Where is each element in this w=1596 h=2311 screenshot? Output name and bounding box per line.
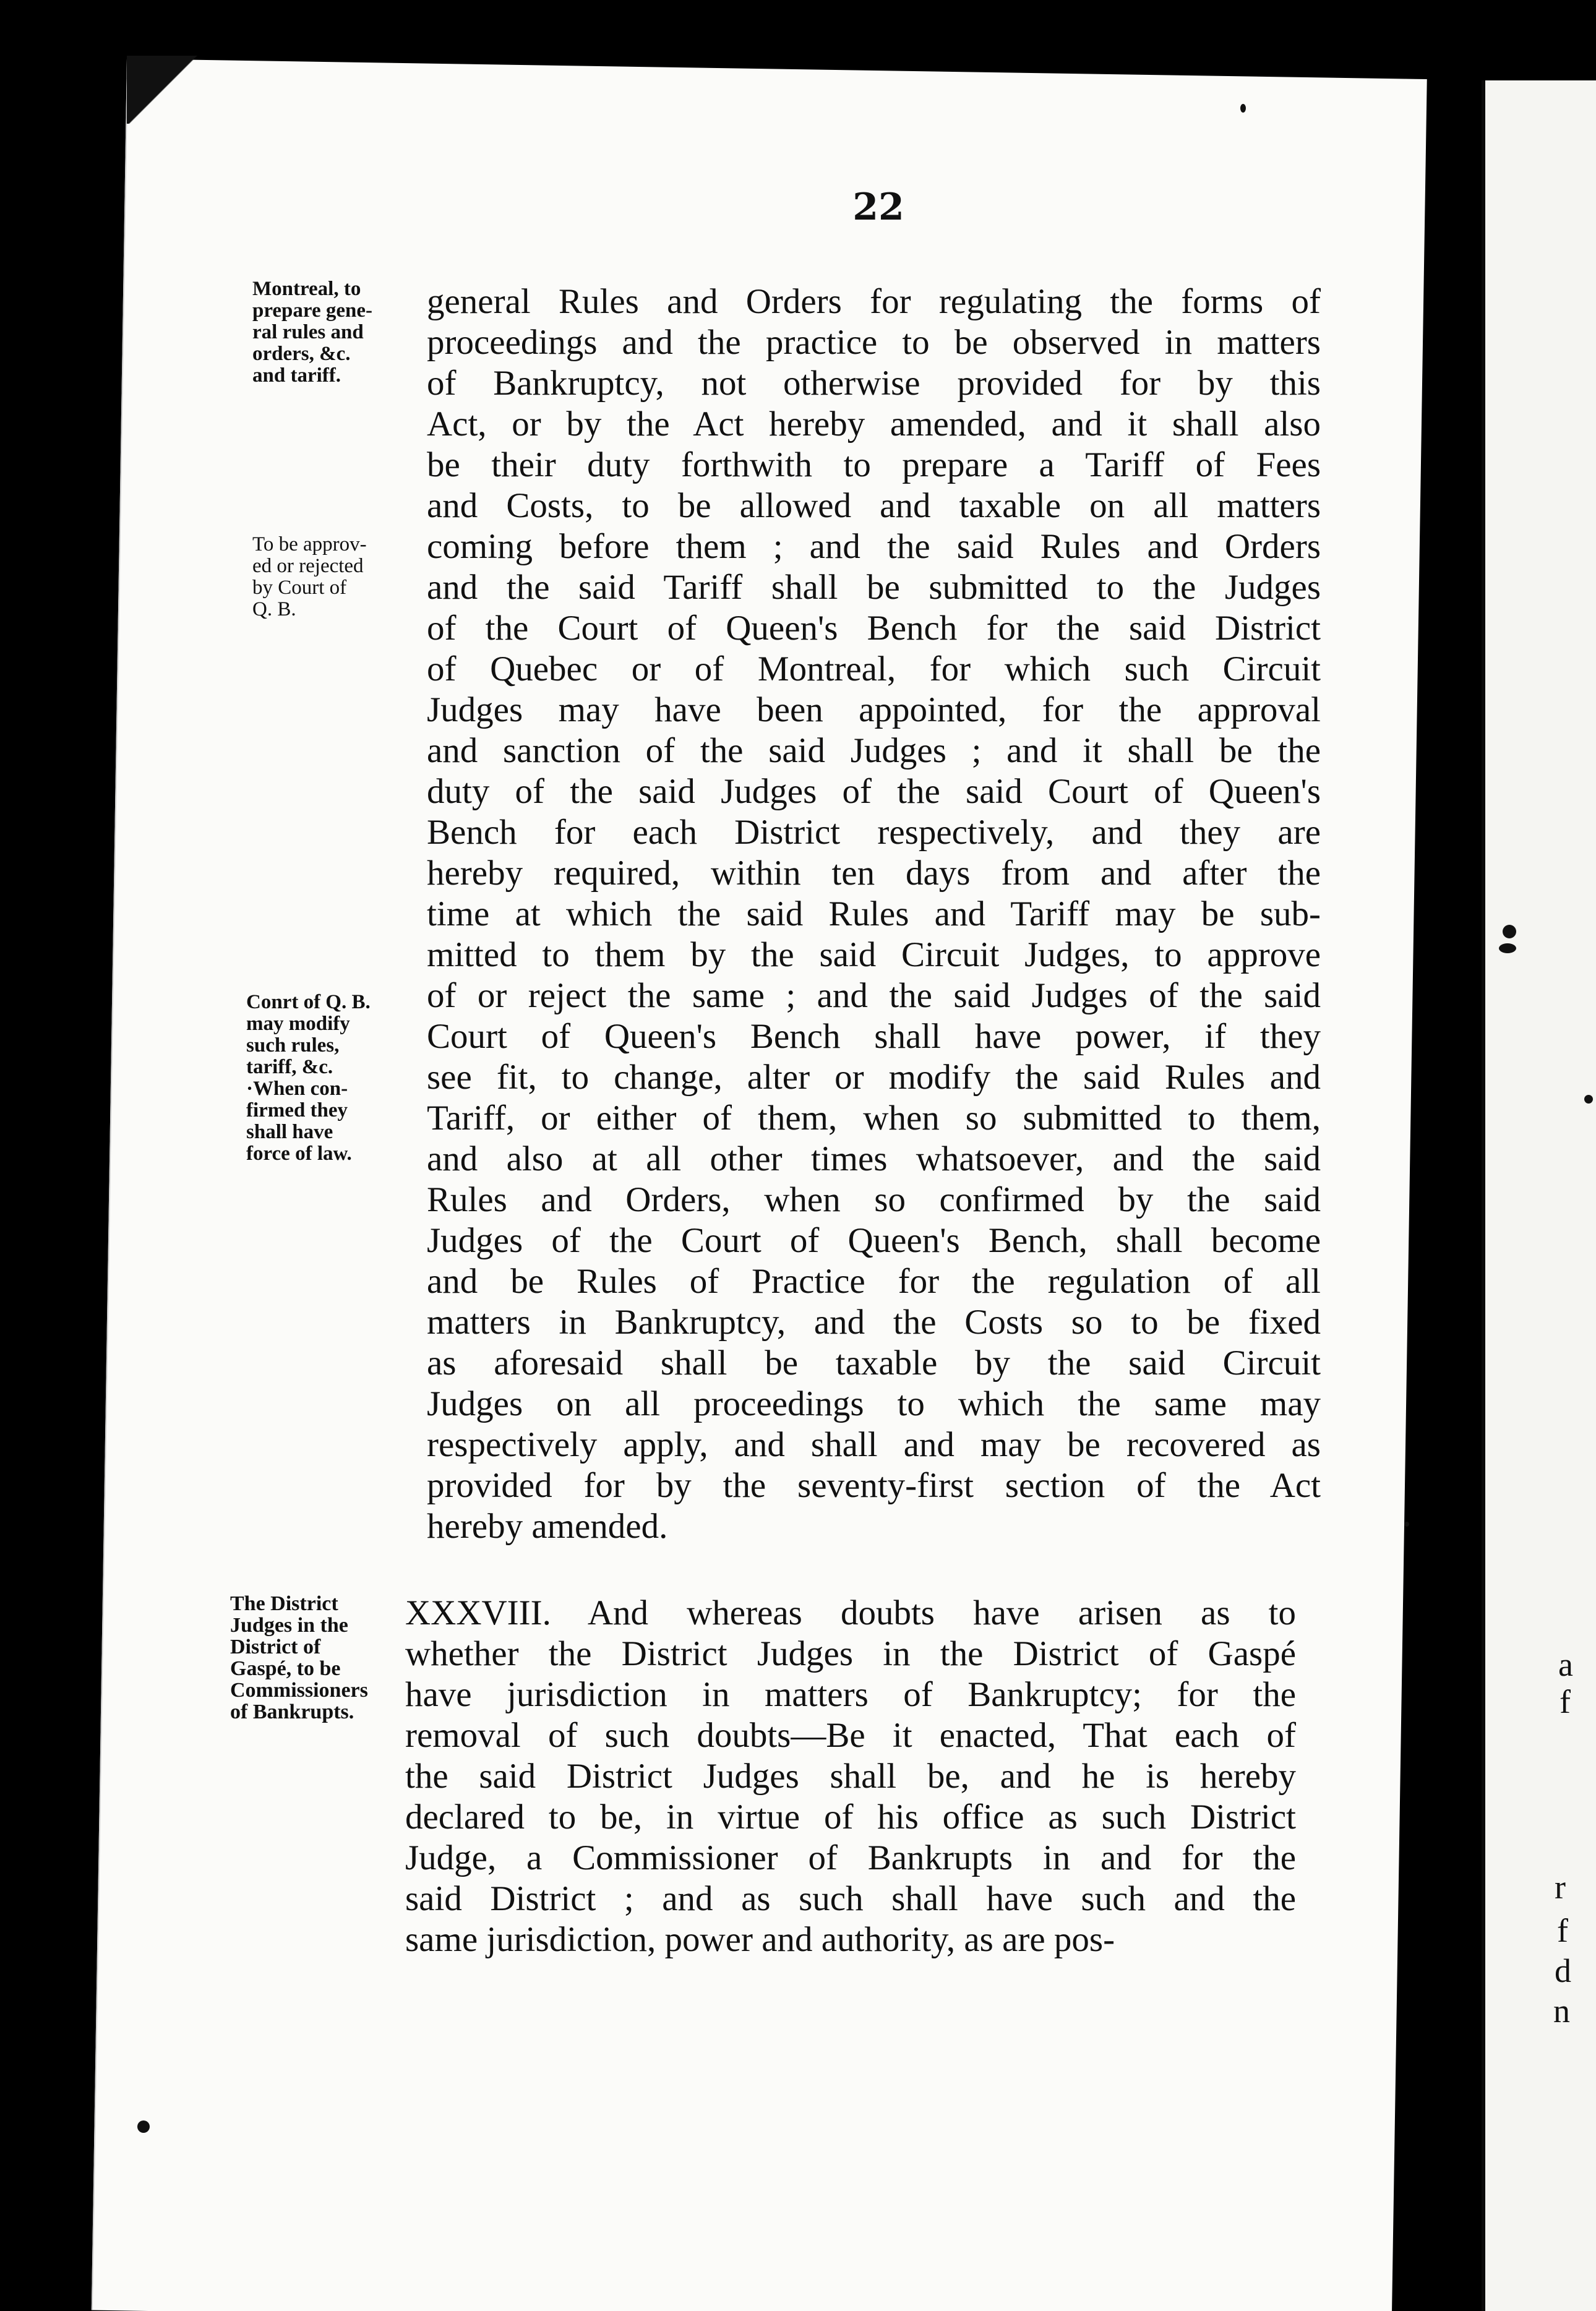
body-text-line: as aforesaid shall be taxable by the said Circuit: [427, 1344, 1321, 1383]
body-text-line: same jurisdiction, power and authority, as are pos-: [405, 1920, 1115, 1959]
body-text-line: whether the District Judges in the District of Gaspé: [405, 1634, 1296, 1673]
body-text-line: Judge, a Commissioner of Bankrupts in and for the: [405, 1838, 1296, 1877]
margin-note-line: prepare gene-: [252, 299, 372, 322]
margin-note-line: District of: [230, 1636, 321, 1658]
body-text-line: and also at all other times whatsoever, and the said: [427, 1139, 1321, 1178]
body-text-line: of Bankruptcy, not otherwise provided for by this: [427, 364, 1321, 403]
margin-note-line: by Court of: [252, 577, 347, 599]
body-text-line: the said District Judges shall be, and he is hereby: [405, 1757, 1296, 1796]
body-text-line: declared to be, in virtue of his office as such District: [405, 1798, 1296, 1837]
edge-glyph: r: [1555, 1869, 1566, 1906]
margin-note-approval: [252, 534, 395, 620]
body-text-line: and be Rules of Practice for the regulation of all: [427, 1262, 1321, 1301]
torn-corner: [127, 56, 213, 124]
edge-glyph: d: [1555, 1952, 1571, 1989]
margin-note-district-judges: [230, 1593, 372, 1723]
body-text-line: and the said Tariff shall be submitted to the Judges: [427, 568, 1321, 607]
body-text-line: proceedings and the practice to be observed in matters: [427, 323, 1321, 362]
edge-glyph: n: [1553, 1992, 1570, 2030]
body-paragraph-rules-and-tariff: [427, 281, 1321, 1547]
adjacent-page-edge: [1482, 80, 1596, 2311]
ink-speck: [1404, 1522, 1409, 1527]
body-text-line: Judges of the Court of Queen's Bench, shall become: [427, 1221, 1321, 1260]
margin-note-prepare-rules: [252, 278, 395, 387]
body-text-line: Judges on all proceedings to which the same may: [427, 1384, 1321, 1423]
margin-note-line: The District: [230, 1592, 338, 1615]
margin-note-line: ·When con-: [246, 1078, 348, 1100]
body-text-line: of the Court of Queen's Bench for the said District: [427, 609, 1321, 648]
ink-speck: [1584, 1095, 1593, 1104]
body-text-line: respectively apply, and shall and may be recovered as: [427, 1425, 1321, 1464]
margin-note-line: tariff, &c.: [246, 1056, 333, 1078]
body-text-line: hereby amended.: [427, 1507, 668, 1546]
margin-note-line: Gaspé, to be: [230, 1657, 341, 1680]
body-text-line: hereby required, within ten days from and after the: [427, 854, 1321, 893]
margin-note-modify-rules: [246, 992, 388, 1165]
body-text-line: Rules and Orders, when so confirmed by the said: [427, 1180, 1321, 1219]
edge-glyph: f: [1560, 1683, 1571, 1720]
edge-glyph: a: [1558, 1646, 1573, 1683]
body-text-line: and sanction of the said Judges ; and it shall be the: [427, 731, 1321, 770]
body-text-line: said District ; and as such shall have such and the: [405, 1879, 1296, 1918]
body-paragraph-section-xxxviii: [405, 1593, 1296, 1960]
margin-note-line: of Bankrupts.: [230, 1700, 354, 1723]
margin-note-line: may modify: [246, 1013, 350, 1035]
body-text-line: removal of such doubts—Be it enacted, That each of: [405, 1716, 1296, 1755]
margin-note-line: shall have: [246, 1121, 333, 1143]
margin-note-line: Judges in the: [230, 1614, 348, 1637]
body-text-line: Act, or by the Act hereby amended, and it shall also: [427, 405, 1321, 444]
body-text-line: see fit, to change, alter or modify the said Rules and: [427, 1058, 1321, 1097]
body-text-line: of Quebec or of Montreal, for which such Circuit: [427, 650, 1321, 688]
margin-note-line: To be approv-: [252, 533, 367, 555]
margin-note-line: Montreal, to: [252, 278, 361, 300]
margin-note-line: ral rules and: [252, 321, 364, 343]
margin-note-line: and tariff.: [252, 364, 341, 387]
body-text-line: general Rules and Orders for regulating the forms of: [427, 282, 1321, 321]
margin-note-line: such rules,: [246, 1034, 340, 1057]
ink-speck: [1499, 943, 1516, 953]
body-text-line: time at which the said Rules and Tariff may be sub-: [427, 894, 1321, 933]
body-text-line: Judges may have been appointed, for the approval: [427, 690, 1321, 729]
body-text-line: coming before them ; and the said Rules and Orders: [427, 527, 1321, 566]
margin-note-line: force of law.: [246, 1143, 352, 1165]
body-text-line: have jurisdiction in matters of Bankruptcy; for the: [405, 1675, 1296, 1714]
body-text-line: Bench for each District respectively, and they are: [427, 813, 1321, 852]
margin-note-line: Q. B.: [252, 598, 296, 620]
page-number: 22: [852, 186, 904, 229]
ink-speck: [137, 2120, 150, 2133]
margin-note-line: Commissioners: [230, 1679, 368, 1702]
body-text-line: Tariff, or either of them, when so submitted to them,: [427, 1099, 1321, 1138]
edge-glyph: f: [1557, 1912, 1568, 1949]
body-text-line: and Costs, to be allowed and taxable on all matters: [427, 486, 1321, 525]
ink-speck: [1503, 925, 1516, 938]
ink-speck: [1240, 104, 1246, 113]
margin-note-line: orders, &c.: [252, 343, 351, 365]
body-text-line: of or reject the same ; and the said Judges of the said: [427, 976, 1321, 1015]
body-text-line: Court of Queen's Bench shall have power, if they: [427, 1017, 1321, 1056]
margin-note-line: Conrt of Q. B.: [246, 991, 371, 1013]
body-text-line: matters in Bankruptcy, and the Costs so to be fixed: [427, 1303, 1321, 1342]
body-text-line: mitted to them by the said Circuit Judges, to approve: [427, 935, 1321, 974]
body-text-line: provided for by the seventy-first section of the Act: [427, 1466, 1321, 1505]
body-text-line: duty of the said Judges of the said Court of Queen's: [427, 772, 1321, 811]
body-text-line: XXXVIII. And whereas doubts have arisen as to: [405, 1593, 1296, 1632]
margin-note-line: firmed they: [246, 1099, 348, 1121]
body-text-line: be their duty forthwith to prepare a Tariff of Fees: [427, 445, 1321, 484]
margin-note-line: ed or rejected: [252, 555, 364, 577]
